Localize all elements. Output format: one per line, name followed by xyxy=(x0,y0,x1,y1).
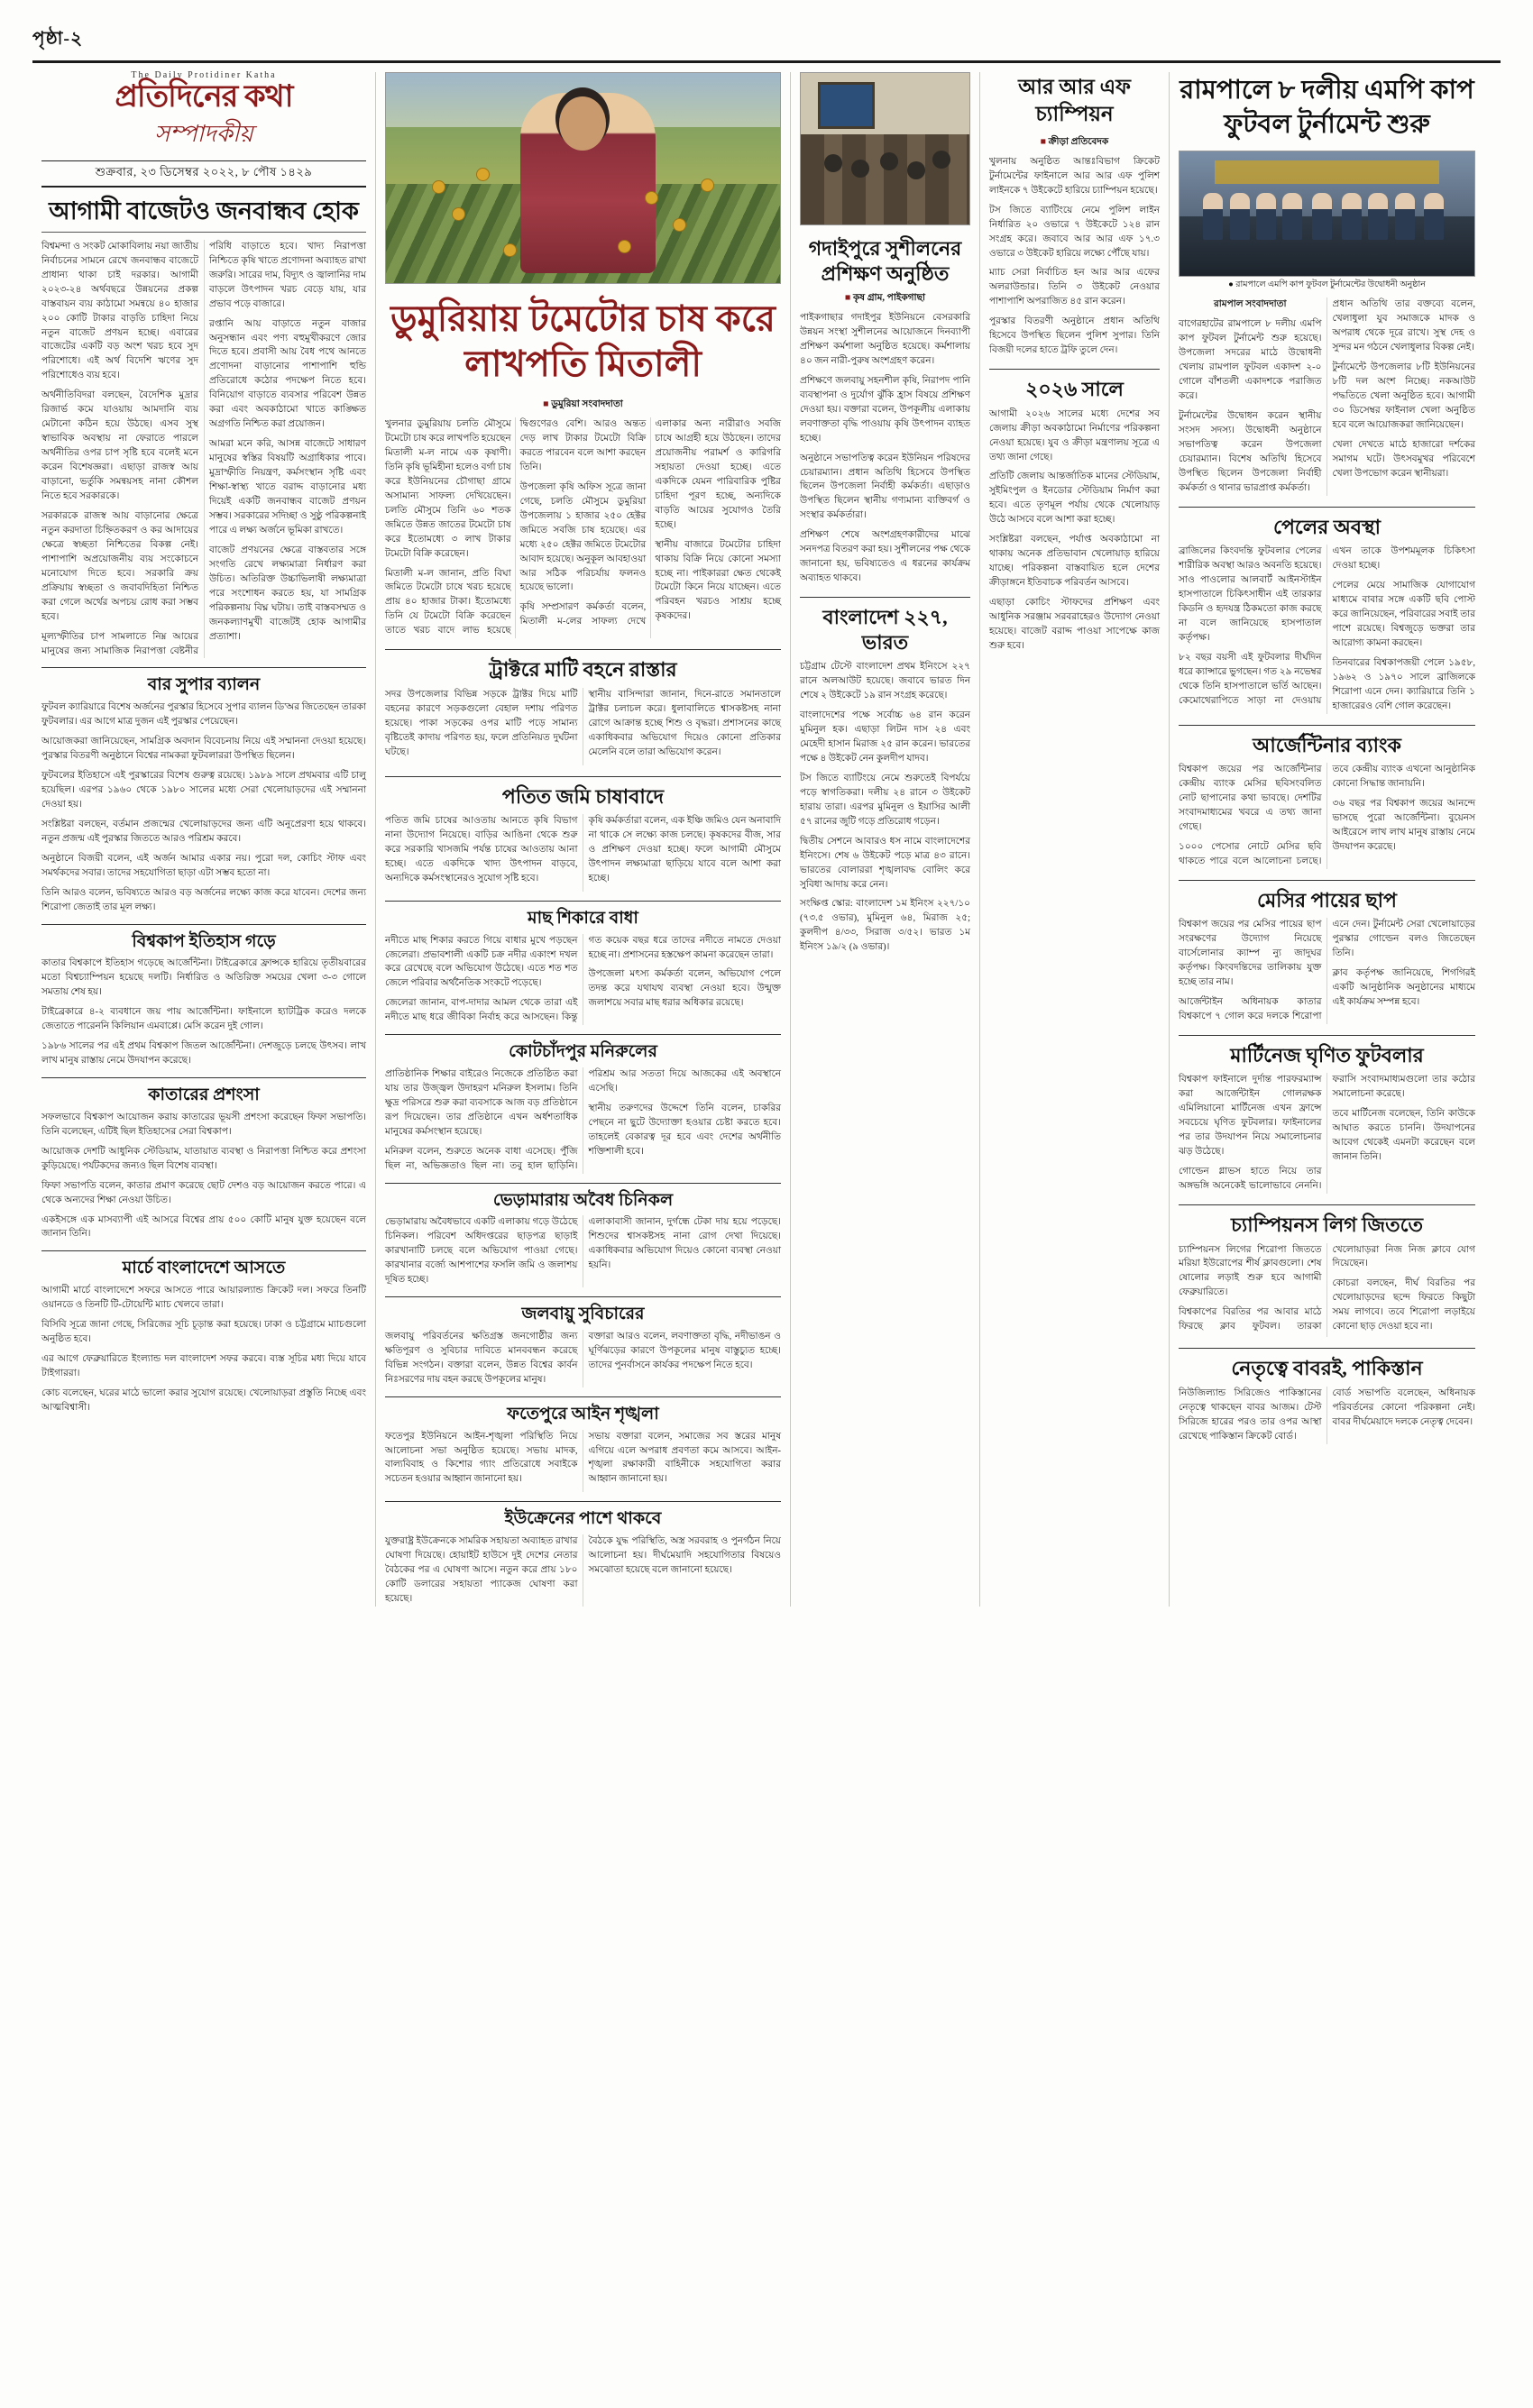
paragraph: পাইকগাছার গদাইপুর ইউনিয়নে বেসরকারি উন্নয়ন সংস্থা সুশীলনের আয়োজনে দিনব্যাপী প্রশিক্ষণ কর্মশালা অনুষ্ঠিত হয়েছে। কর্মশালায় ৪০ জন নারী-পুরুষ অংশগ্রহণ করেন। xyxy=(800,313,970,366)
rampal-body xyxy=(1179,298,1475,495)
paragraph: চট্টগ্রাম টেস্টে বাংলাদেশ প্রথম ইনিংসে ২২৭ রানে অলআউট হয়েছে। জবাবে ভারত দিন শেষে ২ উইকেটে ১৯ রান সংগ্রহ করেছে। xyxy=(800,662,970,701)
champions-league-body xyxy=(1179,1243,1475,1338)
photo-projector-screen xyxy=(818,82,876,129)
bheramara-headline: ভেড়ামারায় অবৈধ চিনিকল xyxy=(385,1183,781,1212)
paragraph: গোল্ডেন গ্লাভস হাতে নিয়ে তার অঙ্গভঙ্গি অনেকেই ভালোভাবে নেননি। ফরাসি সংবাদমাধ্যমগুলো তার কঠোর সমালোচনা করেছে। xyxy=(1179,1075,1475,1192)
paragraph: একইসঙ্গে এক মাসব্যাপী এই আসরে বিশ্বের প্রায় ৫০০ কোটি মানুষ যুক্ত হয়েছেন বলে জানান তিনি। xyxy=(41,1214,366,1240)
paragraph: বিশ্বকাপ জয়ের পর মেসির পায়ের ছাপ সংরক্ষণের উদ্যোগ নিয়েছে বার্সেলোনার ক্যাম্প ন্যু জাদুঘর কর্তৃপক্ষ। কিংবদন্তিদের তালিকায় যুক্ত হচ্ছে তার নাম। xyxy=(1179,920,1322,988)
rrf-body xyxy=(989,155,1160,358)
messi-foot-body xyxy=(1179,918,1475,1024)
pakistan-headline: নেতৃত্বে বাবরই, পাকিস্তান xyxy=(1179,1348,1475,1381)
rampal-photo-caption: ● রামপালে এমপি কাপ ফুটবল টুর্নামেন্টের উদ্বোধনী অনুষ্ঠান xyxy=(1228,280,1426,290)
paragraph: বাজেট প্রণয়নের ক্ষেত্রে বাস্তবতার সঙ্গে সংগতি রেখে লক্ষ্যমাত্রা নির্ধারণ করা উচিত। অতিরিক্ত উচ্চাভিলাষী লক্ষ্যমাত্রা পরে সংশোধন করতে হয়, যা সামগ্রিক পরিকল্পনায় বিঘ্ন ঘটায়। তাই বাস্তবসম্মত ও জনকল্যাণমুখী বাজেটই হোক আগামীর প্রত্যাশা। xyxy=(209,545,366,642)
paragraph: আর্জেন্টাইন অধিনায়ক কাতার বিশ্বকাপে ৭ গোল করে দলকে শিরোপা এনে দেন। টুর্নামেন্ট সেরা খেলোয়াড়ের পুরস্কার গোল্ডেন বলও জিতেছেন তিনি। xyxy=(1179,920,1475,1021)
paragraph: ক্লাব কর্তৃপক্ষ জানিয়েছে, শিগগিরই একটি আনুষ্ঠানিক অনুষ্ঠানের মাধ্যমে এই কার্যক্রম সম্পন্ন হবে। xyxy=(1332,968,1475,1007)
photo-audience-chairs xyxy=(801,134,969,224)
paragraph: টস জিতে ব্যাটিংয়ে নেমে শুরুতেই বিপর্যয়ে পড়ে স্বাগতিকরা। দলীয় ২৪ রানে ৩ উইকেট হারায় তারা। এরপর মুমিনুল ও ইয়াসির আলী ৫৭ রানের জুটি গড়ে প্রতিরোধ গড়েন। xyxy=(800,773,970,827)
bar-super-headline: বার সুপার ব্যালন xyxy=(41,667,366,696)
byline-text: ক্রীড়া প্রতিবেদক xyxy=(1048,136,1109,147)
rrf-headline: আর আর এফ চ্যাম্পিয়ন xyxy=(1018,76,1131,125)
ukraine-body xyxy=(385,1534,781,1607)
paragraph: তিনি আরও বলেন, ভবিষ্যতে আরও বড় অর্জনের লক্ষ্যে কাজ করে যাবেন। দেশের জন্য শিরোপা জেতাই তার মূল লক্ষ্য। xyxy=(41,887,366,912)
paragraph: বিসিবি সূত্রে জানা গেছে, সিরিজের সূচি চূড়ান্ত করা হয়েছে। ঢাকা ও চট্টগ্রামে ম্যাচগুলো অনুষ্ঠিত হবে। xyxy=(41,1320,366,1345)
kotchandpur-headline: কোটচাঁদপুর মনিরুলের xyxy=(385,1034,781,1063)
fatehpur-headline: ফতেপুরে আইন শৃঙ্খলা xyxy=(385,1396,781,1425)
paragraph: ১০০০ পেসোর নোটে মেসির ছবি থাকতে পারে বলে আলোচনা চলছে। তবে কেন্দ্রীয় ব্যাংক এখনো আনুষ্ঠানিক কোনো সিদ্ধান্ত জানায়নি। xyxy=(1179,765,1475,866)
masthead-script: সম্পাদকীয় xyxy=(154,121,253,148)
paragraph: বিশ্বমন্দা ও সংকট মোকাবিলায় নয়া জাতীয় নির্বাচনের সামনে রেখে জনবান্ধব বাজেটে প্রাধান্য থাকা চাই দরকার। আগামী ২০২৩-২৪ অর্থবছরে উন্নয়নের প্রকল্প বাস্তবায়ন ব্যয় কাঠামো সমন্বয়ে ৪০ হাজার ২০০ কোটি টাকার বাড়তি চাহিদা নিয়ে নতুন বাজেট প্রণয়ন হচ্ছে। এবারের বাজেটের একটি বড় অংশ খরচ হবে সুদ পরিশোধে। এই অর্থ বিদেশি ঋণের সুদ পরিশোধেও ব্যয় হবে। xyxy=(41,241,198,381)
cricket-body xyxy=(800,660,970,955)
photo-person xyxy=(1424,193,1444,240)
paragraph: স্থানীয় বাসিন্দারা জানান, দিনে-রাতে সমানতালে ট্রাক্টর চলাচল করে। ধুলাবালিতে শ্বাসকষ্টসহ নানা রোগে আক্রান্ত হচ্ছে শিশু ও বৃদ্ধরা। প্রশাসনের কাছে একাধিকবার অভিযোগ দিয়েও কোনো প্রতিকার মেলেনি বলে তারা অভিযোগ করেন। xyxy=(588,689,781,757)
photo-person xyxy=(1342,193,1362,240)
paragraph: প্রাতিষ্ঠানিক শিক্ষার বাইরেও নিজেকে প্রতিষ্ঠিত করা যায় তার উজ্জ্বল উদাহরণ মনিরুল ইসলাম। তিনি ক্ষুদ্র পরিসরে শুরু করা ব্যবসাকে আজ বড় প্রতিষ্ঠানে রূপ দিয়েছেন। তার প্রতিষ্ঠানে এখন অর্ধশতাধিক মানুষের কর্মসংস্থান হয়েছে। xyxy=(385,1069,578,1137)
column-gadaipur xyxy=(790,72,979,1607)
masthead-subtitle: The Daily Protidiner Katha xyxy=(131,70,277,80)
paragraph: আয়োজক দেশটি আধুনিক স্টেডিয়াম, যাতায়াত ব্যবস্থা ও নিরাপত্তা নিশ্চিত করে প্রশংসা কুড়িয়েছে। পর্যটকদের জন্যও ছিল বিশেষ ব্যবস্থা। xyxy=(41,1146,366,1171)
ukraine-headline: ইউক্রেনের পাশে থাকবে xyxy=(385,1501,781,1530)
paragraph: খুলনায় অনুষ্ঠিত আন্তঃবিভাগ ক্রিকেট টুর্নামেন্টের ফাইনালে আর আর এফ পুলিশ লাইনকে ৭ উইকেটে হারিয়ে চ্যাম্পিয়ন হয়েছে। xyxy=(989,156,1160,196)
paragraph: স্থানীয় তরুণদের উদ্দেশে তিনি বলেন, চাকরির পেছনে না ছুটে উদ্যোক্তা হওয়ার চেষ্টা করতে হবে। তাহলেই বেকারত্ব দূর হবে এবং দেশের অর্থনীতি শক্তিশালী হবে। xyxy=(588,1103,781,1157)
paragraph: তিনবারের বিশ্বকাপজয়ী পেলে ১৯৫৮, ১৯৬২ ও ১৯৭০ সালে ব্রাজিলকে শিরোপা এনে দেন। ক্যারিয়ারে তিনি ১ হাজারেরও বেশি গোল করেছেন। xyxy=(1332,657,1475,711)
byline-text: ডুমুরিয়া সংবাদদাতা xyxy=(551,399,623,409)
paragraph: মূল্যস্ফীতির চাপ সামলাতে নিম্ন আয়ের মানুষের জন্য সামাজিক নিরাপত্তা বেষ্টনীর পরিধি বাড়াতে হবে। খাদ্য নিরাপত্তা নিশ্চিতে কৃষি খাতে প্রণোদনা অব্যাহত রাখা জরুরি। সারের দাম, বিদ্যুৎ ও জ্বালানির দাম বাড়লে উৎপাদন খরচ বেড়ে যায়, যার প্রভাব পড়ে বাজারে। xyxy=(41,241,366,656)
paragraph: সংশ্লিষ্টরা বলছেন, বর্তমান প্রজন্মের খেলোয়াড়দের জন্য এটি অনুপ্রেরণা হয়ে থাকবে। নতুন প্রজন্ম এই পুরস্কার জিততে আরও পরিশ্রম করবে। xyxy=(41,819,366,844)
photo-tomato xyxy=(702,179,713,191)
paragraph: টুর্নামেন্টের উদ্বোধন করেন স্থানীয় সংসদ সদস্য। উদ্বোধনী অনুষ্ঠানে সভাপতিত্ব করেন উপজেলা চেয়ারম্যান। বিশেষ অতিথি হিসেবে উপস্থিত ছিলেন উপজেলা নির্বাহী কর্মকর্তা ও থানার ভারপ্রাপ্ত কর্মকর্তা। xyxy=(1179,410,1322,493)
tractor-body xyxy=(385,688,781,765)
paragraph: এর আগে ফেব্রুয়ারিতে ইংল্যান্ড দল বাংলাদেশ সফর করবে। ব্যস্ত সূচির মধ্য দিয়ে যাবে টাইগাররা। xyxy=(41,1353,366,1378)
paragraph: সরকারকে রাজস্ব আয় বাড়ানোর ক্ষেত্রে নতুন করদাতা চিহ্নিতকরণ ও কর আদায়ের ক্ষেত্রে স্বচ্ছতা নিশ্চিতের বিকল্প নেই। পাশাপাশি অপ্রয়োজনীয় ব্যয় সংকোচনে মনোযোগ দিতে হবে। সরকারি ক্রয় প্রক্রিয়ায় স্বচ্ছতা ও জবাবদিহিতা নিশ্চিত করা গেলে অর্থের অপচয় রোধ করা সম্ভব হবে। xyxy=(41,510,198,622)
rampal-photo xyxy=(1179,151,1475,277)
photo-tomato xyxy=(504,244,516,256)
paragraph: স্থানীয় বাজারে টমেটোর চাহিদা থাকায় বিক্রি নিয়ে কোনো সমস্যা হচ্ছে না। পাইকাররা ক্ষেত থেকেই টমেটো কিনে নিয়ে যাচ্ছেন। এতে পরিবহন খরচও সাশ্রয় হচ্ছে কৃষকদের। xyxy=(655,539,781,622)
paragraph: উপজেলা কৃষি অফিস সূত্রে জানা গেছে, চলতি মৌসুমে ডুমুরিয়া উপজেলায় ১ হাজার ২৫০ হেক্টর জমিতে সবজি চাষ হয়েছে। এর মধ্যে ২৫০ হেক্টর জমিতে টমেটোর আবাদ হয়েছে। অনুকূল আবহাওয়া আর সঠিক পরিচর্যায় ফলনও হয়েছে ভালো। xyxy=(519,481,647,593)
editorial-body xyxy=(41,240,366,659)
argentina-bank-headline: আর্জেন্টিনার ব্যাংক xyxy=(1179,725,1475,758)
paragraph: প্রশিক্ষণ শেষে অংশগ্রহণকারীদের মাঝে সনদপত্র বিতরণ করা হয়। সুশীলনের পক্ষ থেকে জানানো হয়, ভবিষ্যতেও এ ধরনের কার্যক্রম অব্যাহত থাকবে। xyxy=(800,530,970,584)
paragraph: আমরা মনে করি, আসন্ন বাজেটে সাধারণ মানুষের স্বস্তির বিষয়টি অগ্রাধিকার পাবে। মুদ্রাস্ফীতি নিয়ন্ত্রণ, কর্মসংস্থান সৃষ্টি এবং শিক্ষা-স্বাস্থ্য খাতে বরাদ্দ বাড়ানোর মধ্য দিয়েই একটি জনবান্ধব বাজেট প্রণয়ন সম্ভব। সরকারের সদিচ্ছা ও সুষ্ঠু পরিকল্পনাই পারে এ লক্ষ্য অর্জনে ভূমিকা রাখতে। xyxy=(209,439,366,536)
paragraph: খুলনার ডুমুরিয়ায় চলতি মৌসুমে টমেটো চাষ করে লাখপতি হয়েছেন মিতালী ম-ল নামে এক কৃষাণী। তিনি কৃষি ভূমিহীনা হলেও বর্গা চাষ করে ইউনিয়নের চৌগাছা গ্রামে অসামান্য সাফল্য দেখিয়েছেন। চলতি মৌসুমে তিনি ৬০ শতক জমিতে উন্নত জাতের টমেটো চাষ করে ইতোমধ্যে ৩ লাখ টাকার টমেটো বিক্রি করেছেন। xyxy=(385,419,511,559)
climate-body xyxy=(385,1330,781,1387)
fish-body xyxy=(385,934,781,1026)
fish-headline: মাছ শিকারে বাধা xyxy=(385,901,781,929)
photo-person xyxy=(1256,193,1276,240)
fallow-body xyxy=(385,814,781,892)
photo-person xyxy=(1282,193,1302,240)
paragraph: দ্বিতীয় সেশনে আবারও ধস নামে বাংলাদেশের ইনিংসে। শেষ ৬ উইকেট পড়ে মাত্র ৪৩ রানে। ভারতের বোলাররা শৃঙ্খলাবদ্ধ বোলিং করে সুবিধা আদায় করে নেন। xyxy=(800,836,970,890)
paragraph: কৃষি সম্প্রসারণ কর্মকর্তা বলেন, মিতালী ম-লের সাফল্য দেখে এলাকার অন্য নারীরাও সবজি চাষে আগ্রহী হয়ে উঠছেন। তাদের প্রয়োজনীয় পরামর্শ ও কারিগরি সহায়তা দেওয়া হচ্ছে। এতে একদিকে যেমন পারিবারিক পুষ্টির চাহিদা পূরণ হচ্ছে, অন্যদিকে বাড়তি আয়ের সুযোগও তৈরি হচ্ছে। xyxy=(519,419,781,627)
bar-super-body xyxy=(41,700,366,914)
paragraph: ১৯৮৬ সালের পর এই প্রথম বিশ্বকাপ জিতল আর্জেন্টিনা। দেশজুড়ে চলছে উৎসব। লাখ লাখ মানুষ রাস্তায় নেমে উদযাপন করেছে। xyxy=(41,1041,366,1067)
photo-person xyxy=(1203,193,1223,240)
paragraph: কাতার বিশ্বকাপে ইতিহাস গড়েছে আর্জেন্টিনা। টাইব্রেকারে ফ্রান্সকে হারিয়ে তৃতীয়বারের মতো বিশ্বচ্যাম্পিয়ন হয়েছে দলটি। নির্ধারিত ও অতিরিক্ত সময়ের খেলা ৩-৩ গোলে সমতায় শেষ হয়। xyxy=(41,958,366,998)
gadaipur-byline xyxy=(800,291,970,307)
paragraph: আয়োজকরা জানিয়েছেন, সামগ্রিক অবদান বিবেচনায় নিয়ে এই সম্মাননা দেওয়া হয়েছে। পুরস্কার বিতরণী অনুষ্ঠানে বিশ্বের নামকরা ফুটবলাররা উপস্থিত ছিলেন। xyxy=(41,737,366,762)
paragraph: প্রশিক্ষণে জলবায়ু সহনশীল কৃষি, নিরাপদ পানি ব্যবস্থাপনা ও দুর্যোগ ঝুঁকি হ্রাস বিষয়ে প্রশিক্ষণ দেওয়া হয়। বক্তারা বলেন, উপকূলীয় এলাকায় লবণাক্ততা বৃদ্ধি পাওয়ায় কৃষি উৎপাদন ব্যাহত হচ্ছে। xyxy=(800,375,970,444)
paragraph: সংক্ষিপ্ত স্কোর: বাংলাদেশ ১ম ইনিংস ২২৭/১০ (৭৩.৫ ওভার), মুমিনুল ৬৪, মিরাজ ২৫; কুলদীপ ৪/৩৩, সিরাজ ৩/৫২। ভারত ১ম ইনিংস ১৯/২ (৯ ওভার)। xyxy=(800,899,970,953)
paragraph: ম্যাচ সেরা নির্বাচিত হন আর আর এফের অলরাউন্ডার। তিনি ৩ উইকেট নেওয়ার পাশাপাশি অপরাজিত ৪৫ রান করেন। xyxy=(989,268,1160,307)
column-feature xyxy=(375,72,790,1607)
paragraph: যুক্তরাষ্ট্র ইউক্রেনকে সামরিক সহায়তা অব্যাহত রাখার ঘোষণা দিয়েছে। হোয়াইট হাউসে দুই দেশের নেতার বৈঠকের পর এ ঘোষণা আসে। নতুন করে প্রায় ১৮০ কোটি ডলারের সহায়তা প্যাকেজ ঘোষণা করা হয়েছে। xyxy=(385,1536,578,1604)
paragraph: তবে মার্টিনেজ বলেছেন, তিনি কাউকে আঘাত করতে চাননি। উদযাপনের আবেগ থেকেই এমনটা করেছেন বলে জানান তিনি। xyxy=(1332,1109,1475,1163)
paragraph: উপজেলা মৎস্য কর্মকর্তা বলেন, অভিযোগ পেলে তদন্ত করে যথাযথ ব্যবস্থা নেওয়া হবে। উন্মুক্ত জলাশয়ে সবার মাছ ধরার অধিকার রয়েছে। xyxy=(588,969,781,1009)
paragraph: ফতেপুর ইউনিয়নে আইন-শৃঙ্খলা পরিস্থিতি নিয়ে আলোচনা সভা অনুষ্ঠিত হয়েছে। সভায় মাদক, বাল্যবিবাহ ও কিশোর গ্যাং প্রতিরোধে সবাইকে সচেতন হওয়ার আহ্বান জানানো হয়। xyxy=(385,1431,578,1485)
paragraph: অনুষ্ঠানে বিজয়ী বলেন, এই অর্জন আমার একার নয়। পুরো দল, কোচিং স্টাফ এবং সমর্থকদের সবার। তাদের সহযোগিতা ছাড়া এটা সম্ভব হতো না। xyxy=(41,853,366,878)
paragraph: সভায় বক্তারা বলেন, সমাজের সব স্তরের মানুষ এগিয়ে এলে অপরাধ প্রবণতা কমে আসবে। আইন-শৃঙ্খলা রক্ষাকারী বাহিনীকে সহযোগিতা করার আহ্বান জানানো হয়। xyxy=(588,1431,781,1485)
feature-headline: ডুমুরিয়ায় টমেটোর চাষ করে লাখপতি মিতালী xyxy=(390,298,776,384)
paragraph: রপ্তানি আয় বাড়াতে নতুন বাজার অনুসন্ধান এবং পণ্য বহুমুখীকরণে জোর দিতে হবে। প্রবাসী আয় বৈধ পথে আনতে প্রণোদনা বাড়ানোর পাশাপাশি হুন্ডি প্রতিরোধে কঠোর পদক্ষেপ নিতে হবে। বিনিয়োগ বাড়াতে ব্যবসার পরিবেশ উন্নত করা এবং অবকাঠামো খাতে কাঙ্ক্ষিত অগ্রগতি নিশ্চিত করা প্রয়োজন। xyxy=(209,318,366,430)
byline-text: কৃষ গ্রাম, পাইকগাছা xyxy=(852,293,926,303)
bangladesh-visit-headline: মার্চে বাংলাদেশে আসতে xyxy=(41,1250,366,1279)
paragraph: কোচরা বলছেন, দীর্ঘ বিরতির পর খেলোয়াড়দের ছন্দে ফিরতে কিছুটা সময় লাগবে। তবে শিরোপা লড়াইয়ে কোনো ছাড় দেওয়া হবে না। xyxy=(1332,1278,1475,1332)
paragraph: টুর্নামেন্টে উপজেলার ৮টি ইউনিয়নের ৮টি দল অংশ নিচ্ছে। নকআউট পদ্ধতিতে খেলা অনুষ্ঠিত হবে। আগামী ৩০ ডিসেম্বর ফাইনাল খেলা অনুষ্ঠিত হবে বলে আয়োজকরা জানিয়েছেন। xyxy=(1332,362,1475,430)
paragraph: টস জিতে ব্যাটিংয়ে নেমে পুলিশ লাইন নির্ধারিত ২০ ওভারে ৭ উইকেটে ১২৪ রান সংগ্রহ করে। জবাবে আর আর এফ ১৭.৩ ওভারে ৩ উইকেট হারিয়ে লক্ষ্যে পৌঁছে যায়। xyxy=(989,205,1160,259)
kotchandpur-body xyxy=(385,1067,781,1174)
issue-date: শুক্রবার, ২৩ ডিসেম্বর ২০২২, ৮ পৌষ ১৪২৯ xyxy=(41,160,366,188)
pele-headline: পেলের অবস্থা xyxy=(1179,507,1475,540)
paragraph: আগামী ২০২৬ সালের মধ্যে দেশের সব জেলায় ক্রীড়া অবকাঠামো নির্মাণের পরিকল্পনা নেওয়া হয়েছে। যুব ও ক্রীড়া মন্ত্রণালয় সূত্রে এ তথ্য জানা গেছে। xyxy=(989,408,1160,462)
paragraph: নিউজিল্যান্ড সিরিজেও পাকিস্তানের নেতৃত্বে থাকছেন বাবর আজম। টেস্ট সিরিজে হারের পরও তার ওপর আস্থা রেখেছে পাকিস্তান ক্রিকেট বোর্ড। xyxy=(1179,1387,1322,1442)
photo-tomato xyxy=(477,169,489,180)
paragraph: জলবায়ু পরিবর্তনের ক্ষতিগ্রস্ত জনগোষ্ঠীর জন্য ক্ষতিপূরণ ও সুবিচার দাবিতে মানববন্ধন করেছে বিভিন্ন সংগঠন। বক্তারা বলেন, উন্নত বিশ্বের কার্বন নিঃসরণের দায় বহন করছে উপকূলের মানুষ। xyxy=(385,1331,578,1385)
photo-farmer-head xyxy=(559,96,606,151)
bheramara-body xyxy=(385,1215,781,1287)
paragraph: বিশ্বকাপ জয়ের পর আর্জেন্টিনার কেন্দ্রীয় ব্যাংক মেসির ছবিসংবলিত নোট ছাপানোর কথা ভাবছে। দেশটির সংবাদমাধ্যমের খবরে এ তথ্য জানা গেছে। xyxy=(1179,765,1322,832)
paragraph: পুরস্কার বিতরণী অনুষ্ঠানে প্রধান অতিথি হিসেবে উপস্থিত ছিলেন পুলিশ সুপার। তিনি বিজয়ী দলের হাতে ট্রফি তুলে দেন। xyxy=(989,316,1160,356)
paragraph: অনুষ্ঠানে সভাপতিত্ব করেন ইউনিয়ন পরিষদের চেয়ারম্যান। প্রধান অতিথি হিসেবে উপস্থিত ছিলেন উপজেলা নির্বাহী কর্মকর্তা। এছাড়াও উপস্থিত ছিলেন স্থানীয় গণ্যমান্য ব্যক্তিবর্গ ও সংস্থার কর্মকর্তারা। xyxy=(800,453,970,521)
bullet-icon: ■ xyxy=(1040,136,1047,147)
gadaipur-body xyxy=(800,311,970,586)
year2026-headline: ২০২৬ সালে xyxy=(989,369,1160,402)
fatehpur-body xyxy=(385,1430,781,1493)
paragraph: ব্রাজিলের কিংবদন্তি ফুটবলার পেলের শারীরিক অবস্থা আরও অবনতি হয়েছে। সাও পাওলোর আলবার্ট আইনস্টাইন হাসপাতালে চিকিৎসাধীন এই তারকার কিডনি ও হৃদযন্ত্র ঠিকমতো কাজ করছে না বলে জানিয়েছে হাসপাতাল কর্তৃপক্ষ। xyxy=(1179,546,1322,643)
year2026-body xyxy=(989,407,1160,654)
paragraph: নদীতে মাছ শিকার করতে গিয়ে বাধার মুখে পড়ছেন জেলেরা। প্রভাবশালী একটি চক্র নদীর একাংশ দখল করে রেখেছে বলে অভিযোগ উঠেছে। এতে শত শত জেলে পরিবার অর্থনৈতিক সংকটে পড়েছে। xyxy=(385,935,578,989)
paragraph: টাইব্রেকারে ৪-২ ব্যবধানে জয় পায় আর্জেন্টিনা। ফাইনালে হ্যাটট্রিক করেও দলকে জেতাতে পারেননি কিলিয়ান এমবাপ্পে। মেসি করেন দুই গোল। xyxy=(41,1007,366,1032)
paragraph: কোচ বলেছেন, ঘরের মাঠে ভালো করার সুযোগ রয়েছে। খেলোয়াড়রা প্রস্তুতি নিচ্ছে এবং আত্মবিশ্বাসী। xyxy=(41,1387,366,1413)
photo-tomato xyxy=(674,219,685,231)
paragraph: মনিরুল বলেন, শুরুতে অনেক বাধা এসেছে। পুঁজি ছিল না, অভিজ্ঞতাও ছিল না। তবু হাল ছাড়িনি। পরিশ্রম আর সততা দিয়ে আজকের এই অবস্থানে এসেছি। xyxy=(385,1069,781,1171)
gadaipur-headline: গদাইপুরে সুশীলনের প্রশিক্ষণ অনুষ্ঠিত xyxy=(808,237,962,285)
worldcup-history-headline: বিশ্বকাপ ইতিহাস গড়ে xyxy=(41,924,366,953)
photo-banner xyxy=(1215,160,1439,184)
photo-person xyxy=(1368,193,1388,240)
photo-attendee xyxy=(907,161,925,179)
paragraph: আগামী মার্চে বাংলাদেশে সফরে আসতে পারে আয়ারল্যান্ড ক্রিকেট দল। সফরে তিনটি ওয়ানডে ও তিনটি টি-টোয়েন্টি ম্যাচ খেলবে তারা। xyxy=(41,1286,366,1311)
editorial-headline: আগামী বাজেটও জনবান্ধব হোক xyxy=(41,197,366,232)
paragraph: ফিফা সভাপতি বলেন, কাতার প্রমাণ করেছে ছোট দেশও বড় আয়োজন করতে পারে। এ থেকে অন্যদের শিক্ষা নেওয়া উচিত। xyxy=(41,1180,366,1205)
paragraph: বিশ্বকাপের বিরতির পর আবার মাঠে ফিরছে ক্লাব ফুটবল। তারকা খেলোয়াড়রা নিজ নিজ ক্লাবে যোগ দিয়েছেন। xyxy=(1179,1244,1475,1332)
martinez-body xyxy=(1179,1073,1475,1194)
worldcup-history-body xyxy=(41,957,366,1068)
tractor-headline: ট্রাক্টরে মাটি বহনে রাস্তার xyxy=(385,649,781,682)
feature-body xyxy=(385,417,781,638)
rrf-byline xyxy=(989,135,1160,151)
bullet-icon: ■ xyxy=(543,399,549,409)
masthead-logo: প্রতিদিনের কথা xyxy=(115,80,293,114)
paragraph: সদর উপজেলার বিভিন্ন সড়কে ট্রাক্টর দিয়ে মাটি বহনের কারণে সড়কগুলো বেহাল দশায় পরিণত হয়েছে। পাকা সড়কের ওপর মাটি পড়ে সামান্য বৃষ্টিতেই কাদায় পরিণত হয়, ফলে প্রতিনিয়ত দুর্ঘটনা ঘটছে। xyxy=(385,689,578,757)
page-number: পৃষ্ঠা-২ xyxy=(32,29,84,49)
paragraph: পতিত জমি চাষের আওতায় আনতে কৃষি বিভাগ নানা উদ্যোগ নিয়েছে। বাড়ির আঙিনা থেকে শুরু করে সরকারি খাসজমি পর্যন্ত চাষের আওতায় আনা হচ্ছে। এতে একদিকে খাদ্য উৎপাদন বাড়বে, অন্যদিকে কর্মসংস্থানেরও সুযোগ সৃষ্টি হবে। xyxy=(385,816,578,884)
paragraph: পেলের মেয়ে সামাজিক যোগাযোগ মাধ্যমে বাবার সঙ্গে একটি ছবি পোস্ট করে জানিয়েছেন, পরিবারের সবাই তার পাশে রয়েছে। বিশ্বজুড়ে ভক্তরা তার আরোগ্য কামনা করছেন। xyxy=(1332,580,1475,648)
climate-headline: জলবায়ু সুবিচারের xyxy=(385,1296,781,1325)
photo-attendee xyxy=(880,152,898,170)
qatar-praise-body xyxy=(41,1111,366,1242)
training-photo xyxy=(800,72,970,225)
page-header xyxy=(32,25,1501,63)
champions-league-headline: চ্যাম্পিয়নস লিগ জিততে xyxy=(1179,1204,1475,1238)
paragraph: এলাকাবাসী জানান, দুর্গন্ধে টেকা দায় হয়ে পড়েছে। শিশুদের শ্বাসকষ্টসহ নানা রোগ দেখা দিয়েছে। একাধিকবার অভিযোগ দিয়েও কোনো ব্যবস্থা নেওয়া হয়নি। xyxy=(588,1217,781,1271)
paragraph: চ্যাম্পিয়নস লিগের শিরোপা জিততে মরিয়া ইউরোপের শীর্ষ ক্লাবগুলো। শেষ ষোলোর লড়াই শুরু হবে আগামী ফেব্রুয়ারিতে। xyxy=(1179,1244,1322,1298)
photo-person xyxy=(1312,193,1332,240)
paragraph: বৈঠকে যুদ্ধ পরিস্থিতি, অস্ত্র সরবরাহ ও পুনর্গঠন নিয়ে আলোচনা হয়। দীর্ঘমেয়াদি সহযোগিতার বিষয়েও সমঝোতা হয়েছে বলে জানানো হয়েছে। xyxy=(588,1536,781,1576)
column-rrf xyxy=(979,72,1169,1607)
paragraph: বাগেরহাটের রামপালে ৮ দলীয় এমপি কাপ ফুটবল টুর্নামেন্ট শুরু হয়েছে। উপজেলা সদরের মাঠে উদ্বোধনী খেলায় রামপাল ফুটবল একাদশ ২-০ গোলে বাঁশতলী একাদশকে পরাজিত করে। xyxy=(1179,319,1322,401)
photo-attendee xyxy=(932,151,950,169)
feature-byline xyxy=(385,398,781,413)
paragraph: বিশ্বকাপ ফাইনালে দুর্দান্ত পারফরম্যান্স করা আর্জেন্টাইন গোলরক্ষক এমিলিয়ানো মার্টিনেজ এখন ফ্রান্সে সবচেয়ে ঘৃণিত ফুটবলার। ফাইনালের পর তার উদযাপন নিয়ে সমালোচনার ঝড় উঠেছে। xyxy=(1179,1075,1322,1158)
paragraph: ৩৬ বছর পর বিশ্বকাপ জয়ের আনন্দে ভাসছে পুরো আর্জেন্টিনা। বুয়েনস আইরেসে লাখ লাখ মানুষ রাস্তায় নেমে উদযাপন করেছে। xyxy=(1332,798,1475,852)
rampal-headline: রামপালে ৮ দলীয় এমপি কাপ ফুটবল টুর্নামেন্ট শুরু xyxy=(1180,76,1474,139)
paragraph: মিতালী ম-ল জানান, প্রতি বিঘা জমিতে টমেটো চাষে খরচ হয়েছে প্রায় ৪০ হাজার টাকা। ইতোমধ্যে তিনি যে টমেটো বিক্রি করেছেন তাতে খরচ বাদে লাভ হয়েছে দ্বিগুণেরও বেশি। আরও অন্তত দেড় লাখ টাকার টমেটো বিক্রি করতে পারবেন বলে আশা করছেন তিনি। xyxy=(385,419,647,636)
argentina-bank-body xyxy=(1179,763,1475,869)
pele-body xyxy=(1179,545,1475,713)
paragraph: রামপাল সংবাদদাতা xyxy=(1213,299,1287,310)
fallow-headline: পতিত জমি চাষাবাদে xyxy=(385,776,781,810)
pakistan-body xyxy=(1179,1387,1475,1444)
bullet-icon: ■ xyxy=(844,293,851,303)
column-editorial xyxy=(32,72,375,1607)
paragraph: প্রধান অতিথি তার বক্তব্যে বলেন, খেলাধুলা যুব সমাজকে মাদক ও অপরাধ থেকে দূরে রাখে। সুস্থ দেহ ও সুন্দর মন গঠনে খেলাধুলার বিকল্প নেই। xyxy=(1332,299,1475,353)
tomato-field-photo xyxy=(385,72,781,284)
paragraph: ৮২ বছর বয়সী এই ফুটবলার দীর্ঘদিন ধরে ক্যান্সারে ভুগছেন। গত ২৯ নভেম্বর থেকে তিনি হাসপাতালে ভর্তি আছেন। কেমোথেরাপিতে সাড়া না দেওয়ায় এখন তাকে উপশমমূলক চিকিৎসা দেওয়া হচ্ছে। xyxy=(1179,546,1475,706)
masthead xyxy=(41,70,366,160)
paragraph: বক্তারা আরও বলেন, লবণাক্ততা বৃদ্ধি, নদীভাঙন ও ঘূর্ণিঝড়ের কারণে উপকূলের মানুষ বাস্তুচ্যুত হচ্ছে। তাদের পুনর্বাসনে কার্যকর পদক্ষেপ নিতে হবে। xyxy=(588,1331,781,1370)
paragraph: অর্থনীতিবিদরা বলছেন, বৈদেশিক মুদ্রার রিজার্ভ কমে যাওয়ায় আমদানি ব্যয় মেটানো কঠিন হয়ে উঠছে। এসব সুস্থ স্বাভাবিক অবস্থায় না ফেরাতে পারলে অর্থনীতির ওপর চাপ সৃষ্টি হবে বলেই মনে করেন বিশেষজ্ঞরা। এছাড়া রাজস্ব আয় বাড়ানো, ভর্তুকি সমন্বয়সহ নানা কৌশল নিতে হবে সরকারকে। xyxy=(41,390,198,501)
column-rampal xyxy=(1169,72,1484,1607)
messi-foot-headline: মেসির পায়ের ছাপ xyxy=(1179,880,1475,913)
page-grid xyxy=(32,72,1501,1607)
paragraph: ফুটবল ক্যারিয়ারে বিশেষ অর্জনের পুরস্কার হিসেবে সুপার ব্যালন ডি'অর জিতেছেন তারকা ফুটবলার। এর আগে মাত্র দুজন এই পুরস্কার পেয়েছেন। xyxy=(41,702,366,728)
paragraph: এছাড়া কোচিং স্টাফদের প্রশিক্ষণ এবং আধুনিক সরঞ্জাম সরবরাহেরও উদ্যোগ নেওয়া হয়েছে। বাজেট বরাদ্দ পাওয়া সাপেক্ষে কাজ শুরু হবে। xyxy=(989,598,1160,651)
paragraph: প্রতিটি জেলায় আন্তর্জাতিক মানের স্টেডিয়াম, সুইমিংপুল ও ইনডোর স্টেডিয়াম নির্মাণ করা হবে। এতে তৃণমূল পর্যায় থেকে খেলোয়াড় উঠে আসবে বলে আশা করা হচ্ছে। xyxy=(989,472,1160,526)
paragraph: জেলেরা জানান, বাপ-দাদার আমল থেকে তারা এই নদীতে মাছ ধরে জীবিকা নির্বাহ করে আসছেন। কিন্তু গত কয়েক বছর ধরে তাদের নদীতে নামতে দেওয়া হচ্ছে না। প্রশাসনের হস্তক্ষেপ কামনা করেছেন তারা। xyxy=(385,935,781,1023)
paragraph: বাংলাদেশের পক্ষে সর্বোচ্চ ৬৪ রান করেন মুমিনুল হক। এছাড়া লিটন দাস ২৪ এবং মেহেদী হাসান মিরাজ ২৫ রান করেন। ভারতের পক্ষে ৪ উইকেট নেন কুলদীপ যাদব। xyxy=(800,710,970,764)
paragraph: সফলভাবে বিশ্বকাপ আয়োজন করায় কাতারের ভূয়সী প্রশংসা করেছেন ফিফা সভাপতি। তিনি বলেছেন, এটিই ছিল ইতিহাসের সেরা বিশ্বকাপ। xyxy=(41,1112,366,1137)
photo-person xyxy=(1230,193,1250,240)
paragraph: খেলা দেখতে মাঠে হাজারো দর্শকের সমাগম ঘটে। উৎসবমুখর পরিবেশে খেলা উপভোগ করেন স্থানীয়রা। xyxy=(1332,439,1475,479)
photo-tomato xyxy=(619,241,630,252)
paragraph: ফুটবলের ইতিহাসে এই পুরস্কারের বিশেষ গুরুত্ব রয়েছে। ১৯৮৯ সালে প্রথমবার এটি চালু হয়েছিল। এরপর ১৯৬০ থেকে ১৯৮০ সালের মধ্যে সেরা খেলোয়াড়দের এই সম্মাননা দেওয়া হয়। xyxy=(41,771,366,810)
photo-attendee xyxy=(851,160,869,178)
paragraph: ভেড়ামারায় অবৈধভাবে একটি এলাকায় গড়ে উঠেছে চিনিকল। পরিবেশ অধিদপ্তরের ছাড়পত্র ছাড়াই কারখানাটি চলছে বলে অভিযোগ পাওয়া গেছে। কারখানার বর্জ্যে আশপাশের ফসলি জমি ও জলাশয় দূষিত হচ্ছে। xyxy=(385,1217,578,1286)
bangladesh-visit-body xyxy=(41,1284,366,1415)
paragraph: সংশ্লিষ্টরা বলছেন, পর্যাপ্ত অবকাঠামো না থাকায় অনেক প্রতিভাবান খেলোয়াড় হারিয়ে যাচ্ছে। পরিকল্পনা বাস্তবায়িত হলে দেশের ক্রীড়াঙ্গনে ইতিবাচক পরিবর্তন আসবে। xyxy=(989,535,1160,589)
photo-person xyxy=(1395,193,1415,240)
cricket-headline: বাংলাদেশ ২২৭, ভারত xyxy=(800,597,970,655)
qatar-praise-headline: কাতারের প্রশংসা xyxy=(41,1077,366,1106)
paragraph: বোর্ড সভাপতি বলেছেন, অধিনায়ক পরিবর্তনের কোনো পরিকল্পনা নেই। বাবর দীর্ঘমেয়াদে দলকে নেতৃত্ব দেবেন। xyxy=(1332,1387,1475,1427)
martinez-headline: মার্টিনেজ ঘৃণিত ফুটবলার xyxy=(1179,1035,1475,1068)
paragraph: কৃষি কর্মকর্তারা বলেন, এক ইঞ্চি জমিও যেন অনাবাদি না থাকে সে লক্ষ্যে কাজ চলছে। কৃষকদের বীজ, সার ও প্রশিক্ষণ দেওয়া হচ্ছে। ফলে আগামী মৌসুমে উৎপাদন লক্ষ্যমাত্রা ছাড়িয়ে যাবে বলে আশা করা হচ্ছে। xyxy=(588,816,781,884)
